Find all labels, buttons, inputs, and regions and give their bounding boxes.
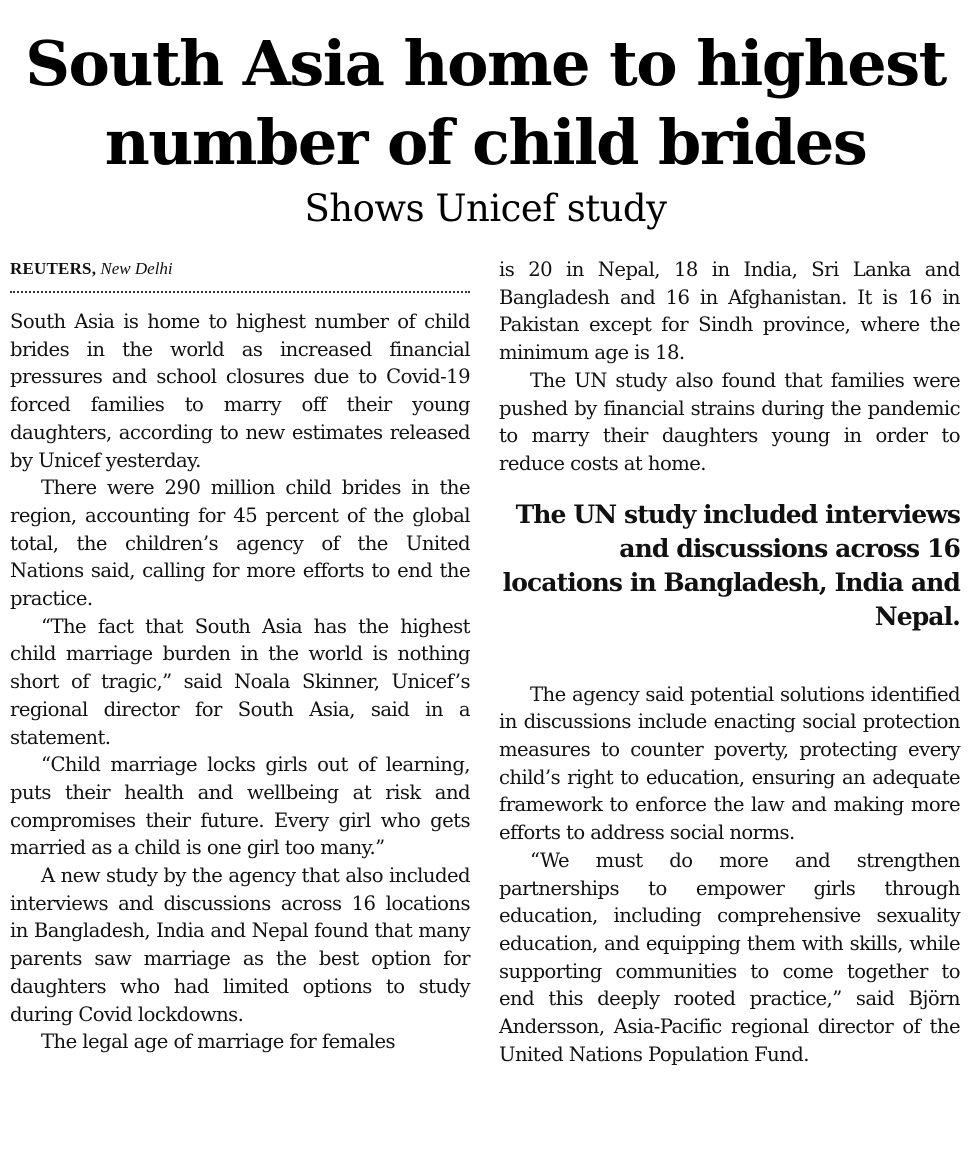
article-paragraph: “We must do more and strengthen partnerships to empower girls through education, including comprehensive sexuality education, and equipping them with skills, while supporting communities to come together to end this deeply rooted practice,” said Björn Andersson, Asia-Pacific regional director of the United Nations Population Fund. <box>499 848 960 1066</box>
article-paragraph: There were 290 million child brides in the region, accounting for 45 percent of the global total, the children’s agency of the United Nations said, calling for more efforts to end the practice. <box>10 476 470 611</box>
byline-divider <box>10 291 470 293</box>
article-column-left <box>10 256 470 1056</box>
headline-line-1: South Asia home to highest <box>25 27 946 100</box>
article-paragraph: “The fact that South Asia has the highest child marriage burden in the world is nothing short of tragic,” said Noala Skinner, Unicef’s regional director for South Asia, said in a statement. <box>10 614 470 749</box>
headline-line-2: number of child brides <box>104 106 867 179</box>
pull-quote-spacer <box>499 634 960 681</box>
article-paragraph: “Child marriage locks girls out of learning, puts their health and wellbeing at risk and compromises their future. Every girl who gets married as a child is one girl too many.” <box>10 753 470 860</box>
pull-quote: The UN study included interviews and discussions across 16 locations in Bangladesh, India and Nepal. <box>502 499 960 631</box>
article-paragraph: is 20 in Nepal, 18 in India, Sri Lanka and Bangladesh and 16 in Afghanistan. It is 16 in Pakistan except for Sindh province, where the minimum age is 18. <box>499 258 960 365</box>
article-paragraph: The legal age of marriage for females <box>41 1030 396 1054</box>
article-paragraph: The agency said potential solutions identified in discussions include enacting social protection measures to counter poverty, protecting every child’s right to education, ensuring an adequate framework to enforce the law and making more efforts to address social norms. <box>499 682 960 845</box>
byline-location: New Delhi <box>100 259 173 278</box>
article-paragraph: South Asia is home to highest number of child brides in the world as increased financial pressures and school closures due to Covid-19 forced families to marry off their young daughters, according to new estimates released by Unicef yesterday. <box>10 310 470 472</box>
byline <box>10 256 470 282</box>
article-column-right <box>499 256 960 1068</box>
headline <box>0 24 971 182</box>
article-paragraph: The UN study also found that families were pushed by financial strains during the pandemic to marry their daughters young in order to reduce costs at home. <box>499 368 960 475</box>
subheadline: Shows Unicef study <box>304 187 667 230</box>
byline-agency: REUTERS, <box>10 259 97 278</box>
article-paragraph: A new study by the agency that also included interviews and discussions across 16 locations in Bangladesh, India and Nepal found that many parents saw marriage as the best option for daughters who had limited options to study during Covid lockdowns. <box>10 864 470 1026</box>
